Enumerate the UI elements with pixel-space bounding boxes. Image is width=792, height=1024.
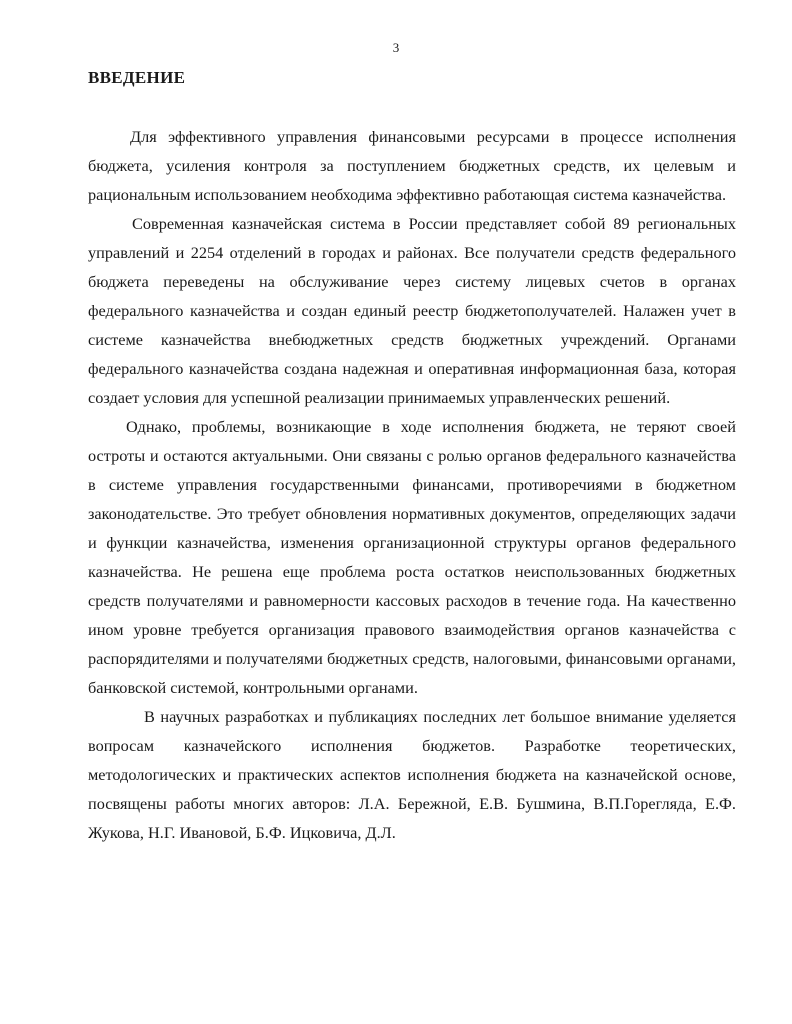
document-body bbox=[88, 122, 736, 847]
paragraph-1: Для эффективного управления финансовыми ресурсами в процессе исполнения бюджета, усиления контроля за поступлением бюджетных средств, их целевым и рациональным использованием необходима эффективно работающая система казначейства. bbox=[88, 127, 736, 204]
page-number: 3 bbox=[392, 40, 400, 55]
page-title: ВВЕДЕНИЕ bbox=[88, 68, 186, 87]
paragraph-2: Современная казначейская система в России представляет собой 89 региональных управлений и 2254 отделений в городах и районах. Все получатели средств федерального бюджета переведены на обслуживание через систему лицевых счетов в органах федерального казначейства и создан единый реестр бюджетополучателей. Налажен учет в системе казначейства внебюджетных средств бюджетных учреждений. Органами федерального казначейства создана надежная и оперативная информационная база, которая создает условия для успешной реализации принимаемых управленческих решений. bbox=[88, 214, 736, 407]
paragraph-4: В научных разработках и публикациях последних лет большое внимание уделяется вопросам казначейского исполнения бюджетов. Разработке теоретических, методологических и практических аспектов исполнения бюджета на казначейской основе, посвящены работы многих авторов: Л.А. Бережной, Е.В. Бушмина, В.П.Горегляда, Е.Ф. Жукова, Н.Г. Ивановой, Б.Ф. Ицковича, Д.Л. bbox=[88, 707, 736, 842]
paragraph-3: Однако, проблемы, возникающие в ходе исполнения бюджета, не теряют своей остроты и остаются актуальными. Они связаны с ролью органов федерального казначейства в системе управления государственными финансами, противоречиями в бюджетном законодательстве. Это требует обновления нормативных документов, определяющих задачи и функции казначейства, изменения организационной структуры органов федерального казначейства. Не решена еще проблема роста остатков неиспользованных бюджетных средств получателями и равномерности кассовых расходов в течение года. На качественно ином уровне требуется организация правового взаимодействия органов казначейства с распорядителями и получателями бюджетных средств, налоговыми, финансовыми органами, банковской системой, контрольными органами. bbox=[88, 417, 736, 697]
